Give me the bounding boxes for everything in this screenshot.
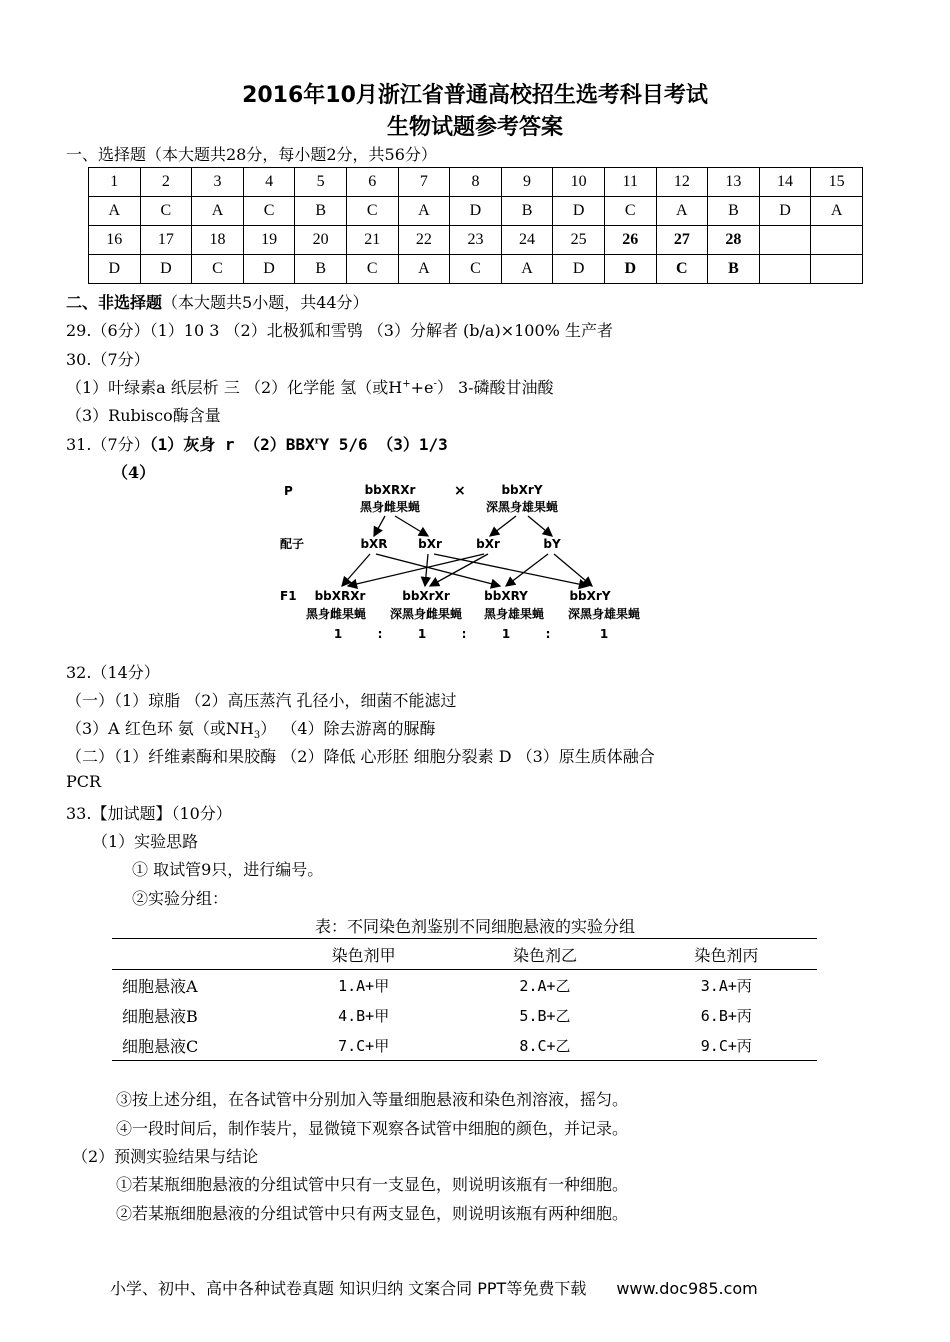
q-num: 25 <box>553 226 605 255</box>
q-num: 23 <box>450 226 502 255</box>
q-answer: D <box>604 255 656 284</box>
table-cell: 6.B+丙 <box>700 1006 752 1025</box>
experiment-group-table <box>112 938 817 1061</box>
q-num: 24 <box>501 226 553 255</box>
label-gametes: 配子 <box>280 537 305 551</box>
q32-line-3: （二）（1）纤维素酶和果胶酶 （2）降低 心形胚 细胞分裂素 D （3）原生质体融合 <box>66 747 655 766</box>
q-num: 22 <box>398 226 450 255</box>
q30-text-1: （1）叶绿素a 纸层析 三 （2）化学能 氢（或H <box>66 378 403 397</box>
table-cell: 8.C+乙 <box>454 1030 635 1061</box>
q-answer: C <box>346 197 398 226</box>
q32-l2-text-1: （3）A 红色环 氨（或NH <box>66 719 254 738</box>
f1-phenotype-4: 深黑身雄果蝇 <box>567 607 641 621</box>
q31-answer <box>66 432 448 455</box>
q33-result-2: ②若某瓶细胞悬液的分组试管中只有两支显色，则说明该瓶有两种细胞。 <box>116 1204 629 1223</box>
q-num: 21 <box>346 226 398 255</box>
table-row <box>112 1000 817 1030</box>
q30-text-2: +e <box>410 378 434 397</box>
gamete-2: bXr <box>418 537 442 551</box>
q-answer: C <box>192 255 244 284</box>
section2-header <box>66 290 369 313</box>
q-answer: B <box>295 255 347 284</box>
footer <box>110 1276 758 1299</box>
q-answer: A <box>501 255 553 284</box>
q30-sup-2: - <box>433 378 437 390</box>
q-answer <box>759 255 811 284</box>
table-header-cell <box>112 939 273 970</box>
q30-text-3: ） 3-磷酸甘油酸 <box>436 378 554 397</box>
q31-sub4: （4） <box>112 463 156 482</box>
q30-answer-1 <box>66 375 554 398</box>
q33-header: 33.【加试题】（10分） <box>66 804 232 823</box>
q-num: 18 <box>192 226 244 255</box>
table-row <box>112 970 817 1001</box>
q-answer: D <box>243 255 295 284</box>
q-answer: A <box>398 255 450 284</box>
answer-row-answers-2 <box>89 255 863 284</box>
q32-line-2 <box>66 716 436 741</box>
q-answer: C <box>346 255 398 284</box>
f1-phenotype-3: 黑身雄果蝇 <box>483 607 545 621</box>
q-num: 16 <box>89 226 141 255</box>
table-cell: 9.C+丙 <box>636 1030 817 1061</box>
q33-step-3: ③按上述分组，在各试管中分别加入等量细胞悬液和染色剂溶液，摇匀。 <box>116 1090 629 1109</box>
q31-ans-1: （1）灰身 r （2）BBX <box>149 435 315 454</box>
table-cell: 4.B+甲 <box>338 1006 390 1025</box>
q31-header: 31.（7分） <box>66 435 150 454</box>
label-p: P <box>284 484 293 498</box>
ratio-sep: : <box>545 627 551 641</box>
q-answer: D <box>89 255 141 284</box>
answer-row-answers-1 <box>89 197 863 226</box>
q-answer: D <box>553 255 605 284</box>
footer-text: 小学、初中、高中各种试卷真题 知识归纳 文案合同 PPT等免费下载 <box>110 1279 587 1298</box>
section2-header-bold: 二、非选择题 <box>66 293 163 312</box>
section1-header: 一、选择题（本大题共28分，每小题2分，共56分） <box>66 145 437 164</box>
f1-genotype-2: bbXrXr <box>402 589 450 603</box>
q-answer: C <box>140 197 192 226</box>
q-num: 6 <box>346 168 398 197</box>
q32-line-1: （一）（1）琼脂 （2）高压蒸汽 孔径小，细菌不能滤过 <box>66 691 457 710</box>
f1-genotype-3: bbXRY <box>484 589 528 603</box>
q32-line-4: PCR <box>66 772 102 791</box>
q-num: 13 <box>708 168 760 197</box>
q-num <box>759 226 811 255</box>
q31-sup: r <box>314 436 320 447</box>
q-answer: A <box>192 197 244 226</box>
q30-header: 30.（7分） <box>66 350 150 369</box>
female-parent-genotype: bbXRXr <box>364 483 416 497</box>
q32-l2-sub: 3 <box>253 730 261 742</box>
arrow <box>348 554 484 586</box>
ratio-3: 1 <box>501 627 511 641</box>
q-num: 10 <box>553 168 605 197</box>
row-label: 细胞悬液B <box>122 1006 198 1026</box>
q-num: 2 <box>140 168 192 197</box>
arrow <box>425 554 428 586</box>
table-cell: 7.C+甲 <box>273 1030 454 1061</box>
q-num: 28 <box>708 226 760 255</box>
q33-result-1: ①若某瓶细胞悬液的分组试管中只有一支显色，则说明该瓶有一种细胞。 <box>116 1175 629 1194</box>
q-answer: A <box>398 197 450 226</box>
arrow <box>528 516 552 536</box>
answer-table <box>88 167 863 284</box>
answer-row-numbers-2 <box>89 226 863 255</box>
footer-url[interactable]: www.doc985.com <box>616 1279 758 1298</box>
table-cell: 2.A+乙 <box>519 976 571 995</box>
q-num: 1 <box>89 168 141 197</box>
arrow <box>395 516 428 536</box>
table-cell: 5.B+乙 <box>519 1006 571 1025</box>
male-parent-phenotype: 深黑身雄果蝇 <box>485 500 559 514</box>
q32-l2-text-2: ） （4）除去游离的脲酶 <box>260 719 436 738</box>
q-answer: C <box>656 255 708 284</box>
f1-genotype-1: bbXRXr <box>314 589 366 603</box>
label-f1: F1 <box>280 589 297 603</box>
q-num: 3 <box>192 168 244 197</box>
q-answer: D <box>140 255 192 284</box>
ratio-2: 1 <box>417 627 427 641</box>
q-answer: C <box>604 197 656 226</box>
q33-section-1: （1）实验思路 <box>92 832 199 851</box>
q-num: 17 <box>140 226 192 255</box>
q33-step-1: ① 取试管9只，进行编号。 <box>132 860 324 879</box>
q33-step-2: ②实验分组： <box>132 889 229 908</box>
q-num: 19 <box>243 226 295 255</box>
f1-phenotype-2: 深黑身雌果蝇 <box>389 607 463 621</box>
q33-step-4: ④一段时间后，制作装片，显微镜下观察各试管中细胞的颜色，并记录。 <box>116 1119 629 1138</box>
q-num: 26 <box>604 226 656 255</box>
q-num: 20 <box>295 226 347 255</box>
q-num: 12 <box>656 168 708 197</box>
arrow <box>434 554 588 586</box>
gamete-4: bY <box>543 537 561 551</box>
q-answer: A <box>811 197 863 226</box>
q-answer: B <box>708 197 760 226</box>
q31-ans-2: Y 5/6 （3）1/3 <box>319 435 448 454</box>
q30-sup-1: + <box>402 378 411 390</box>
q-answer: D <box>553 197 605 226</box>
q-num: 11 <box>604 168 656 197</box>
cross-symbol: × <box>454 483 466 499</box>
table-header-cell: 染色剂甲 <box>273 939 454 970</box>
answer-row-numbers-1 <box>89 168 863 197</box>
q-answer: B <box>708 255 760 284</box>
q-num: 5 <box>295 168 347 197</box>
ratio-sep: : <box>461 627 467 641</box>
q-answer: A <box>656 197 708 226</box>
gamete-1: bXR <box>360 537 388 551</box>
q-num: 27 <box>656 226 708 255</box>
q-num: 9 <box>501 168 553 197</box>
table-header-cell: 染色剂乙 <box>454 939 635 970</box>
table-header-cell: 染色剂丙 <box>636 939 817 970</box>
arrow <box>374 516 385 536</box>
table-cell: 1.A+甲 <box>338 976 390 995</box>
ratio-4: 1 <box>599 627 609 641</box>
q33-section-2: （2）预测实验结果与结论 <box>72 1147 259 1166</box>
q-num: 8 <box>450 168 502 197</box>
q-answer: C <box>243 197 295 226</box>
f1-genotype-4: bbXrY <box>569 589 611 603</box>
row-label: 细胞悬液C <box>112 1030 273 1061</box>
q-answer: B <box>501 197 553 226</box>
q-answer: A <box>89 197 141 226</box>
q-answer: D <box>450 197 502 226</box>
female-parent-phenotype: 黑身雌果蝇 <box>359 500 421 514</box>
table-cell: 3.A+丙 <box>700 976 752 995</box>
q-num <box>811 226 863 255</box>
q-num: 14 <box>759 168 811 197</box>
q-answer: B <box>295 197 347 226</box>
genetic-cross-diagram <box>270 478 670 648</box>
title-line-2: 生物试题参考答案 <box>386 115 563 140</box>
q-answer: D <box>759 197 811 226</box>
q30-answer-2: （3）Rubisco酶含量 <box>66 406 221 425</box>
table-row <box>112 1030 817 1061</box>
table-caption: 表：不同染色剂鉴别不同细胞悬液的实验分组 <box>314 917 635 936</box>
gamete-3: bXr <box>476 537 500 551</box>
table-header-row <box>112 939 817 970</box>
ratio-1: 1 <box>333 627 343 641</box>
arrow <box>490 516 516 536</box>
q-answer <box>811 255 863 284</box>
row-label: 细胞悬液A <box>122 976 198 996</box>
title-line-1: 2016年10月浙江省普通高校招生选考科目考试 <box>242 83 708 108</box>
q-num: 4 <box>243 168 295 197</box>
q29-answer: 29.（6分）（1）10 3 （2）北极狐和雪鸮 （3）分解者 (b/a)×100% 生产者 <box>66 321 613 340</box>
q-num: 15 <box>811 168 863 197</box>
ratio-sep: : <box>377 627 383 641</box>
arrow <box>554 554 592 586</box>
section2-header-rest: （本大题共5小题，共44分） <box>162 293 369 312</box>
male-parent-genotype: bbXrY <box>501 483 543 497</box>
q-num: 7 <box>398 168 450 197</box>
q-answer: C <box>450 255 502 284</box>
f1-phenotype-1: 黑身雌果蝇 <box>305 607 367 621</box>
q32-header: 32.（14分） <box>66 663 160 682</box>
